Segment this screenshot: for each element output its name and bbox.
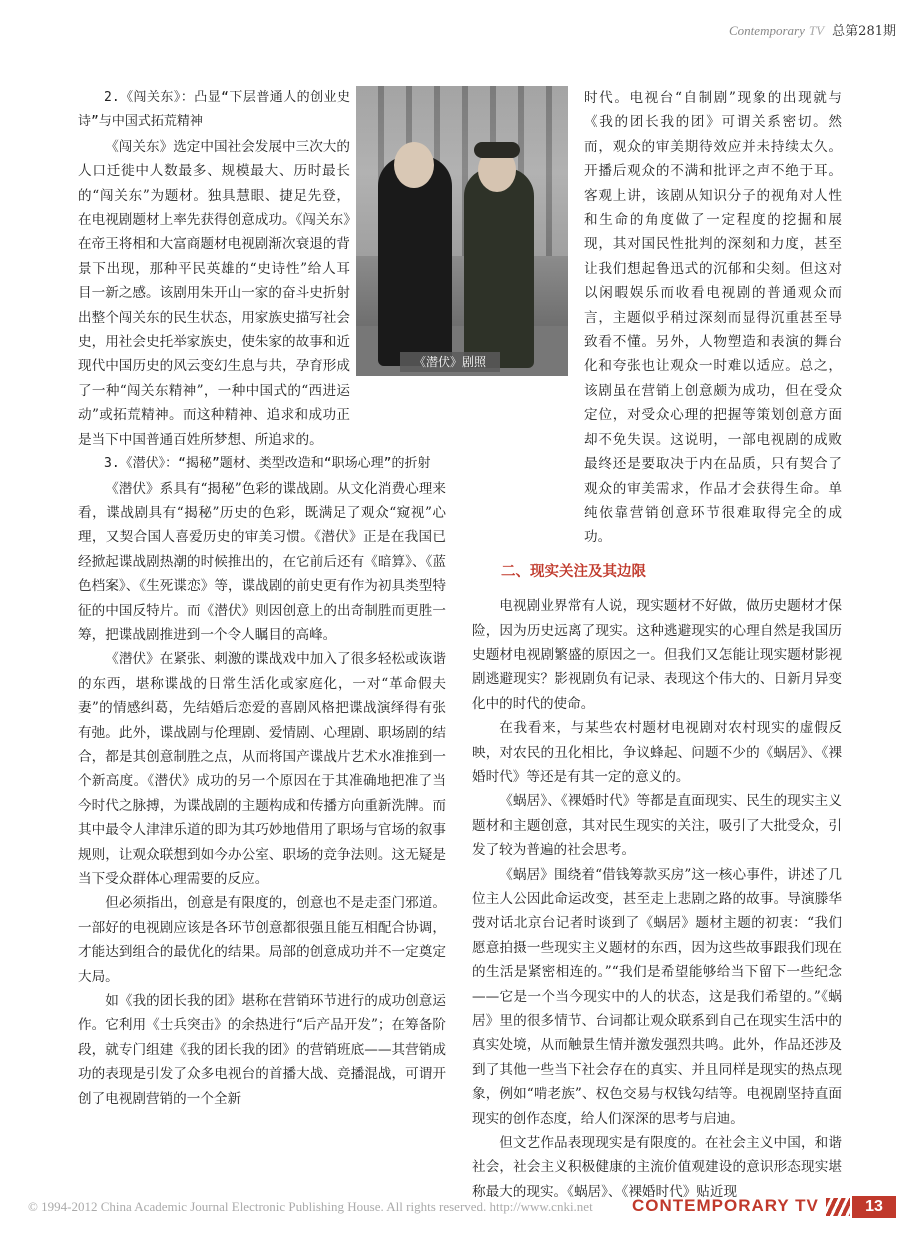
paragraph: 在我看来，与某些农村题材电视剧对农村现实的虚假反映，对农民的丑化相比，争议蜂起、问题不少的《蜗居》、《裸婚时代》等还是有其一定的意义的。 <box>472 720 842 785</box>
subheading-chuangguandong: 2.《闯关东》：凸显“下层普通人的创业史诗”与中国式拓荒精神 <box>78 90 350 130</box>
paragraph: 《闯关东》选定中国社会发展中三次大的人口迁徙中人数最多、规模最大、历时最长的“闯关东”为题材。独具慧眼、捷足先登，在电视剧题材上率先获得创意成功。《闯关东》在帝王将相和大富商题材电视剧渐次衰退的背景下出现，那种平民英雄的“史诗性”给人耳目一新之感。该剧用朱开山一家的奋斗史折射出整个闯关东的民生状态，用家族史描写社会史，用社会史托举家族史，使朱家的故事和近现代中国历史的风云变幻生息与共，孕育形成了一种“闯关东精神”，一种中国式的“西进运动”或拓荒精神。而这种精神、追求和成功正是当下中国普通百姓所梦想、所追求的。 <box>78 138 350 448</box>
paragraph: 如《我的团长我的团》堪称在营销环节进行的成功创意运作。它利用《士兵突击》的余热进行“后产品开发”；在筹备阶段，就专门组建《我的团长我的团》的营销班底——其营销成功的表现是引发了众多电视台的首播大战、竞播混战，可谓开创了电视剧营销的一个全新 <box>78 993 446 1107</box>
photo-caption: 《潜伏》剧照 <box>400 352 500 372</box>
right-column <box>472 86 842 1204</box>
paragraph: 电视剧业界常有人说，现实题材不好做，做历史题材才保险，因为历史远离了现实。这种逃避现实的心理自然是我国历史题材电视剧繁盛的原因之一。但我们又怎能让现实题材影视剧逃避现实？影视剧负有记录、表现这个伟大的、日新月异变化中的时代的使命。 <box>472 598 842 712</box>
paragraph: 《潜伏》系具有“揭秘”色彩的谍战剧。从文化消费心理来看，谍战剧具有“揭秘”历史的色彩，既满足了观众“窥视”心理，又契合国人喜爱历史的审美习惯。《潜伏》正是在我国已经掀起谍战剧热潮的时候推出的，在它前后还有《暗算》、《蓝色档案》、《生死谍恋》等，谍战剧的前史更有作为初具类型特征的中国反特片。而《潜伏》则因创意上的出奇制胜而更胜一筹，把谍战剧推进到一个令人瞩目的高峰。 <box>78 480 446 643</box>
page-number: 13 <box>852 1196 896 1218</box>
paragraph: 时代。电视台“自制剧”现象的出现就与《我的团长我的团》可谓关系密切。然而，观众的审美期待效应并未持续太久。开播后观众的不满和批评之声不绝于耳。客观上讲，该剧从知识分子的视角对人性和生命的角度做了一定程度的挖掘和展现，其对国民性批判的深刻和力度，甚至让我们想起鲁迅式的沉郁和尖刻。但这对以闲暇娱乐而收看电视剧的普通观众而言，主题似乎稍过深刻而显得沉重甚至导致看不懂。另外，人物塑造和表演的舞台化和夸张也让观众一时难以适应。总之，该剧虽在营销上创意颇为成功，但在受众定位，对受众心理的把握等策划创意方面却不免失误。这说明，一部电视剧的成败最终还是要取决于内在品质，只有契合了观众的审美需求，作品才会获得生命。单纯依靠营销创意环节很难取得完全的成功。 <box>584 90 842 546</box>
page-header <box>729 20 896 39</box>
paragraph: 但文艺作品表现现实是有限度的。在社会主义中国，和谐社会，社会主义积极健康的主流价值观建设的意识形态现实堪称最大的现实。《蜗居》、《裸婚时代》贴近现 <box>472 1135 842 1200</box>
left-column-wrapped-section <box>78 86 350 452</box>
section-heading: 二、现实关注及其边限 <box>501 563 646 580</box>
magazine-name: Contemporary <box>729 23 805 38</box>
paragraph: 《潜伏》在紧张、刺激的谍战戏中加入了很多轻松或诙谐的东西，堪称谍战的日常生活化或家庭化，一对“革命假夫妻”的情感纠葛，先结婚后恋爱的喜剧风格把谍战演绎得有张有弛。此外，谍战剧与伦理剧、爱情剧、心理剧、职场剧的结合，都是其创意制胜之点，从而将国产谍战片艺术水准推到一个新高度。《潜伏》成功的另一个原因在于其准确地把准了当今时代之脉搏，为谍战剧的主题构成和传播方向重新洗牌。而其中最令人津津乐道的即为其巧妙地借用了职场与官场的叙事规则，让观众联想到如今办公室、职场的竞争法则。这无疑是当下受众群体心理需要的反应。 <box>78 651 446 887</box>
paragraph: 《蜗居》、《裸婚时代》等都是直面现实、民生的现实主义题材和主题创意，其对民生现实的关注，吸引了大批受众，引发了较为普遍的社会思考。 <box>472 793 842 859</box>
subheading-qianfu: 3.《潜伏》：“揭秘”题材、类型改造和“职场心理”的折射 <box>104 456 431 472</box>
footer-stripes-decoration <box>826 1198 850 1216</box>
copyright-notice: © 1994-2012 China Academic Journal Electronic Publishing House. All rights reserved. http://www.cnki.net <box>28 1199 593 1214</box>
left-column <box>78 86 446 1111</box>
footer-brand: CONTEMPORARY TV <box>632 1196 819 1215</box>
right-column-wrapped-section <box>584 86 842 550</box>
paragraph: 但必须指出，创意是有限度的，创意也不是走歪门邪道。一部好的电视剧应该是各环节创意都很强且能互相配合协调，才能达到组合的最优化的结果。局部的创意成功并不一定奠定大局。 <box>78 895 446 985</box>
paragraph: 《蜗居》围绕着“借钱筹款买房”这一核心事件，讲述了几位主人公因此命运改变，甚至走上悲剧之路的故事。导演滕华弢对话北京台记者时谈到了《蜗居》题材主题的初衷：“我们愿意拍摄一些现实主义题材的东西，因为这些故事跟我们现在的生活是紧密相连的。”“我们是希望能够给当下留下一些纪念——它是一个当今现实中的人的状态，这是我们希望的。”《蜗居》里的很多情节、台词都让观众联系到自己在现实生活中的真实处境，从而触景生情并激发强烈共鸣。此外，作品还涉及到了其他一些当下社会存在的真实、并且同样是现实的热点现象，例如“啃老族”、权色交易与权钱勾结等。电视剧坚持直面现实的创作态度，给人们深深的思考与启迪。 <box>472 866 842 1127</box>
issue-number: 总第281期 <box>832 24 896 39</box>
magazine-tv-mark: TV <box>808 23 825 38</box>
